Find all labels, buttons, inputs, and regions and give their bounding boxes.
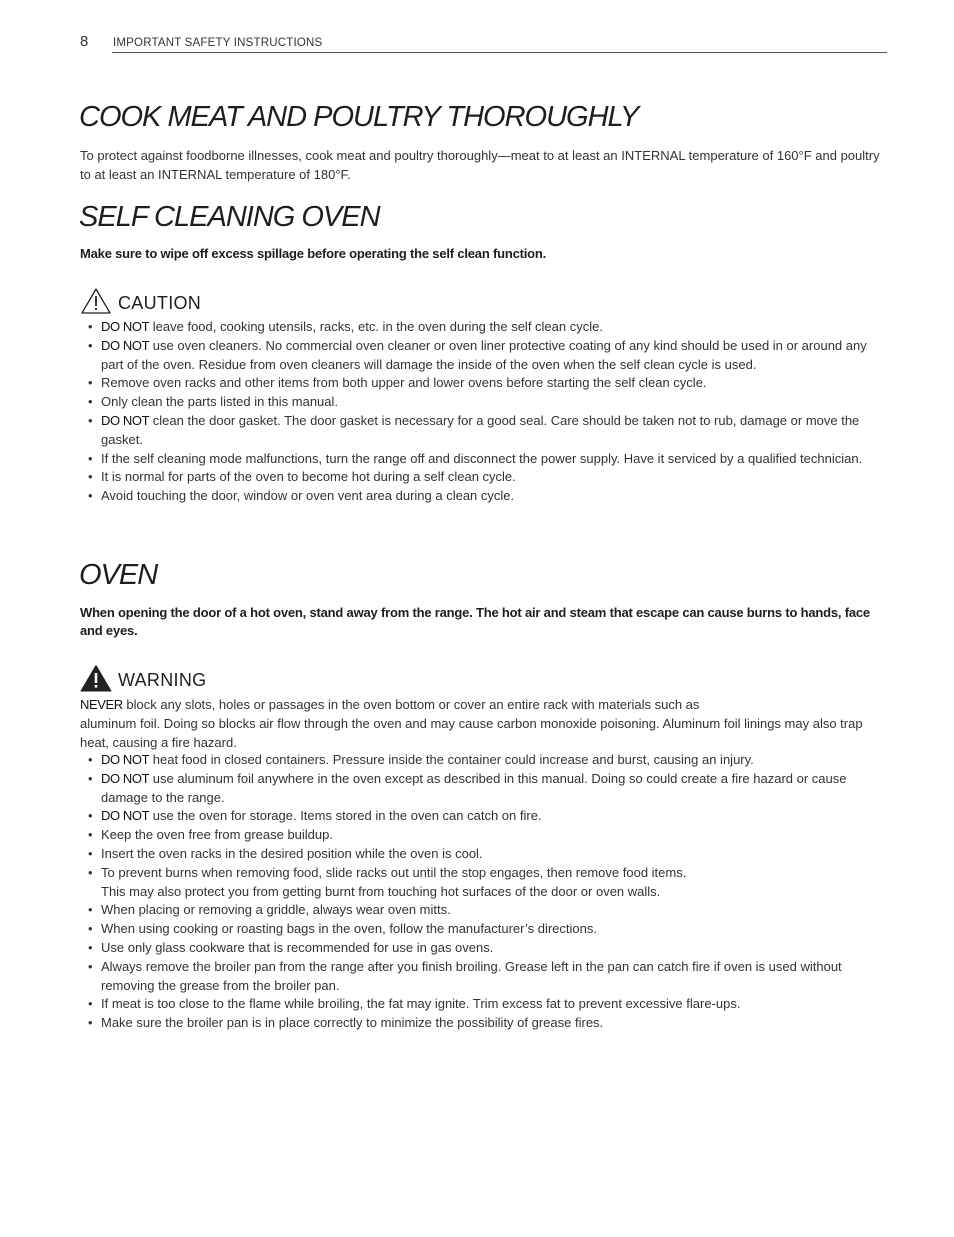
heading-oven: OVEN — [79, 559, 158, 591]
list-item-text: It is normal for parts of the oven to become hot during a self clean cycle. — [101, 469, 516, 485]
warning-keyword: NEVER — [80, 697, 123, 712]
list-item — [80, 412, 880, 450]
list-item — [80, 807, 880, 826]
warning-text: WARNING — [118, 670, 207, 690]
list-item-text: Insert the oven racks in the desired position while the oven is cool. — [101, 845, 483, 861]
list-item-text: Make sure the broiler pan is in place correctly to minimize the possibility of grease fires. — [101, 1015, 604, 1031]
list-item — [80, 487, 880, 506]
keyword-do-not: DO NOT — [101, 752, 150, 767]
list-item-text: If the self cleaning mode malfunctions, turn the range off and disconnect the power supply. Have it serviced by a qualified technician. — [101, 450, 863, 466]
list-item — [80, 958, 880, 996]
list-item — [80, 920, 880, 939]
list-item-text: Keep the oven free from grease buildup. — [101, 827, 333, 843]
caution-triangle-icon — [80, 287, 112, 315]
keyword-do-not: DO NOT — [101, 808, 150, 824]
list-item-text: clean the door gasket. The door gasket is necessary for a good seal. Care should be taken not to rub, damage or move the gasket. — [101, 412, 860, 447]
list-item — [80, 337, 880, 375]
list-item-text-continued: This may also protect you from getting burnt from touching hot surfaces of the door or oven walls. — [101, 883, 661, 899]
oven-list — [80, 751, 880, 1033]
list-item — [80, 864, 880, 902]
list-item — [80, 468, 880, 487]
list-item-text: use aluminum foil anywhere in the oven except as described in this manual. Doing so could create a fire hazard or cause damage to the range. — [101, 770, 847, 805]
list-item — [80, 374, 880, 393]
keyword-do-not: DO NOT — [101, 770, 150, 786]
list-item — [80, 393, 880, 412]
list-item — [80, 995, 880, 1014]
list-item-text: leave food, cooking utensils, racks, etc. in the oven during the self clean cycle. — [149, 319, 603, 334]
list-item — [80, 826, 880, 845]
heading-cook-meat: COOK MEAT AND POULTRY THOROUGHLY — [79, 101, 639, 133]
list-item-text: Always remove the broiler pan from the range after you finish broiling. Grease left in the pan can catch fire if oven is used without removing the grease from the broiler pan. — [101, 958, 842, 993]
list-item-text: When placing or removing a griddle, always wear oven mitts. — [101, 902, 451, 918]
list-item — [80, 1014, 880, 1033]
oven-intro: When opening the door of a hot oven, stand away from the range. The hot air and steam that escape can cause burns to hands, face and eyes. — [80, 605, 870, 638]
caution-text: CAUTION — [118, 293, 202, 313]
warning-paragraph — [80, 695, 880, 752]
caution-list — [80, 318, 880, 506]
list-item — [80, 450, 880, 469]
header-rule — [112, 52, 887, 53]
keyword-do-not: DO NOT — [101, 319, 150, 334]
list-item — [80, 939, 880, 958]
list-item-text: use the oven for storage. Items stored in the oven can catch on fire. — [149, 808, 542, 824]
list-item — [80, 845, 880, 864]
list-item-text: If meat is too close to the flame while broiling, the fat may ignite. Trim excess fat to prevent excessive flare-ups. — [101, 996, 741, 1012]
list-item — [80, 770, 880, 808]
warning-line-2: aluminum foil. Doing so blocks air flow through the oven and may cause carbon monoxide poisoning. Aluminum foil linings may also trap heat, causing a fire hazard. — [80, 716, 863, 750]
running-header: IMPORTANT SAFETY INSTRUCTIONS — [113, 37, 323, 49]
list-item — [80, 751, 880, 770]
list-item-text: To prevent burns when removing food, slide racks out until the stop engages, then remove food items. — [101, 864, 687, 880]
list-item-text: heat food in closed containers. Pressure inside the container could increase and burst, causing an injury. — [149, 752, 754, 767]
self-clean-intro: Make sure to wipe off excess spillage before operating the self clean function. — [80, 246, 547, 261]
keyword-do-not: DO NOT — [101, 412, 150, 428]
warning-line-1: block any slots, holes or passages in the oven bottom or cover an entire rack with materials such as — [122, 697, 700, 712]
heading-self-cleaning-oven: SELF CLEANING OVEN — [79, 201, 380, 233]
keyword-do-not: DO NOT — [101, 337, 150, 353]
meat-paragraph: To protect against foodborne illnesses, cook meat and poultry thoroughly—meat to at least an INTERNAL temperature of 160°F and poultry to at least an INTERNAL temperature of 180°F. — [80, 148, 880, 182]
list-item-text: Only clean the parts listed in this manual. — [101, 394, 339, 410]
list-item-text: Remove oven racks and other items from both upper and lower ovens before starting the self clean cycle. — [101, 375, 707, 391]
list-item-text: Use only glass cookware that is recommended for use in gas ovens. — [101, 939, 494, 955]
list-item — [80, 901, 880, 920]
warning-triangle-icon — [80, 664, 112, 692]
list-item-text: Avoid touching the door, window or oven vent area during a clean cycle. — [101, 488, 515, 504]
list-item — [80, 318, 880, 337]
list-item-text: use oven cleaners. No commercial oven cleaner or oven liner protective coating of any kind should be used in or around any part of the oven. Residue from oven cleaners will damage the inside of the oven when the self clean cycle is used. — [101, 337, 867, 372]
list-item-text: When using cooking or roasting bags in the oven, follow the manufacturer’s directions. — [101, 921, 597, 937]
page-number: 8 — [80, 33, 89, 50]
